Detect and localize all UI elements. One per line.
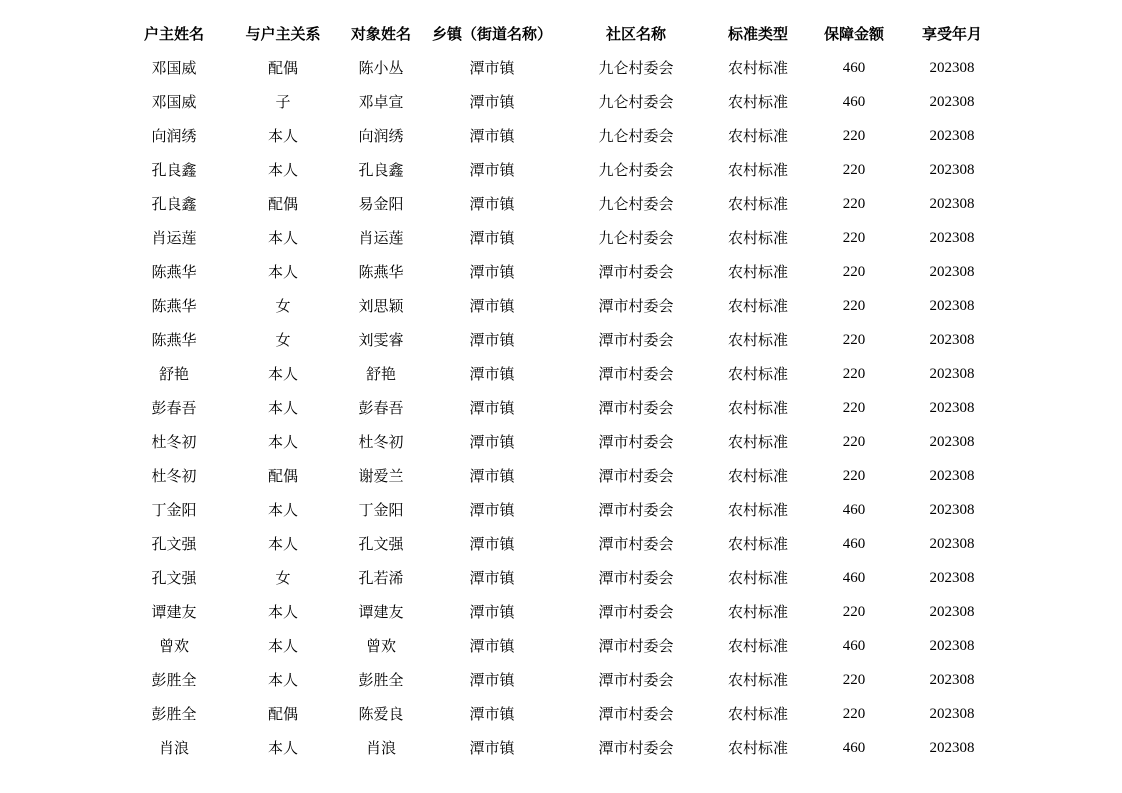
community-cell: 九仑村委会 — [598, 93, 674, 111]
town-cell: 潭市镇 — [469, 263, 515, 281]
standard-type-cell: 农村标准 — [727, 433, 788, 451]
relation-cell: 配偶 — [267, 467, 298, 485]
amount-cell: 460 — [842, 638, 866, 654]
community-cell: 潭市村委会 — [598, 637, 674, 655]
month-cell: 202308 — [929, 94, 975, 110]
header-relation-to-head: 与户主关系 — [245, 25, 321, 43]
standard-type-cell: 农村标准 — [727, 263, 788, 281]
relation-cell: 本人 — [267, 671, 298, 689]
amount-cell: 460 — [842, 570, 866, 586]
community-cell: 九仑村委会 — [598, 195, 674, 213]
town-cell: 潭市镇 — [469, 365, 515, 383]
month-cell: 202308 — [929, 638, 975, 654]
household-head-cell: 孔良鑫 — [151, 195, 197, 213]
community-cell: 九仑村委会 — [598, 161, 674, 179]
recipient-name-cell: 易金阳 — [358, 195, 404, 213]
household-head-cell: 杜冬初 — [151, 433, 197, 451]
household-head-cell: 陈燕华 — [151, 331, 197, 349]
standard-type-cell: 农村标准 — [727, 603, 788, 621]
community-cell: 潭市村委会 — [598, 569, 674, 587]
town-cell: 潭市镇 — [469, 501, 515, 519]
amount-cell: 220 — [842, 366, 866, 382]
household-head-cell: 彭胜全 — [151, 705, 197, 723]
recipient-name-cell: 陈燕华 — [358, 263, 404, 281]
standard-type-cell: 农村标准 — [727, 93, 788, 111]
relation-cell: 本人 — [267, 263, 298, 281]
relation-cell: 本人 — [267, 365, 298, 383]
month-cell: 202308 — [929, 298, 975, 314]
town-cell: 潭市镇 — [469, 331, 515, 349]
standard-type-cell: 农村标准 — [727, 297, 788, 315]
household-head-cell: 孔良鑫 — [151, 161, 197, 179]
recipient-name-cell: 彭春吾 — [358, 399, 404, 417]
household-head-cell: 邓国威 — [151, 59, 197, 77]
household-head-cell: 彭春吾 — [151, 399, 197, 417]
relation-cell: 本人 — [267, 433, 298, 451]
amount-cell: 460 — [842, 94, 866, 110]
town-cell: 潭市镇 — [469, 569, 515, 587]
town-cell: 潭市镇 — [469, 535, 515, 553]
amount-cell: 220 — [842, 468, 866, 484]
household-head-cell: 彭胜全 — [151, 671, 197, 689]
relation-cell: 女 — [275, 297, 291, 315]
amount-cell: 460 — [842, 740, 866, 756]
amount-cell: 220 — [842, 672, 866, 688]
table-row — [122, 289, 1002, 323]
town-cell: 潭市镇 — [469, 229, 515, 247]
recipient-name-cell: 孔若浠 — [358, 569, 404, 587]
recipient-name-cell: 彭胜全 — [358, 671, 404, 689]
month-cell: 202308 — [929, 332, 975, 348]
month-cell: 202308 — [929, 570, 975, 586]
table-row — [122, 153, 1002, 187]
table-row — [122, 493, 1002, 527]
amount-cell: 220 — [842, 162, 866, 178]
household-head-cell: 邓国威 — [151, 93, 197, 111]
community-cell: 潭市村委会 — [598, 671, 674, 689]
header-community-name: 社区名称 — [605, 25, 666, 43]
table-row — [122, 527, 1002, 561]
header-recipient-name: 对象姓名 — [350, 25, 411, 43]
household-head-cell: 舒艳 — [158, 365, 189, 383]
table-row — [122, 85, 1002, 119]
community-cell: 九仑村委会 — [598, 229, 674, 247]
recipient-name-cell: 陈爱良 — [358, 705, 404, 723]
table-row — [122, 459, 1002, 493]
table-row — [122, 595, 1002, 629]
month-cell: 202308 — [929, 604, 975, 620]
recipient-name-cell: 邓卓宣 — [358, 93, 404, 111]
amount-cell: 460 — [842, 502, 866, 518]
household-head-cell: 谭建友 — [151, 603, 197, 621]
table-row — [122, 731, 1002, 765]
standard-type-cell: 农村标准 — [727, 535, 788, 553]
relation-cell: 配偶 — [267, 59, 298, 77]
relation-cell: 女 — [275, 569, 291, 587]
standard-type-cell: 农村标准 — [727, 161, 788, 179]
recipient-name-cell: 孔文强 — [358, 535, 404, 553]
community-cell: 潭市村委会 — [598, 399, 674, 417]
amount-cell: 220 — [842, 706, 866, 722]
amount-cell: 220 — [842, 400, 866, 416]
household-head-cell: 陈燕华 — [151, 263, 197, 281]
recipient-name-cell: 肖运莲 — [358, 229, 404, 247]
town-cell: 潭市镇 — [469, 739, 515, 757]
household-head-cell: 陈燕华 — [151, 297, 197, 315]
town-cell: 潭市镇 — [469, 671, 515, 689]
recipient-name-cell: 谢爱兰 — [358, 467, 404, 485]
relation-cell: 配偶 — [267, 705, 298, 723]
town-cell: 潭市镇 — [469, 467, 515, 485]
month-cell: 202308 — [929, 740, 975, 756]
table-row — [122, 357, 1002, 391]
table-row — [122, 425, 1002, 459]
table-row — [122, 663, 1002, 697]
town-cell: 潭市镇 — [469, 195, 515, 213]
household-head-cell: 丁金阳 — [151, 501, 197, 519]
community-cell: 潭市村委会 — [598, 433, 674, 451]
table-row — [122, 221, 1002, 255]
table-header-row — [122, 17, 1002, 51]
recipient-name-cell: 杜冬初 — [358, 433, 404, 451]
community-cell: 潭市村委会 — [598, 535, 674, 553]
community-cell: 潭市村委会 — [598, 365, 674, 383]
standard-type-cell: 农村标准 — [727, 467, 788, 485]
table-row — [122, 323, 1002, 357]
town-cell: 潭市镇 — [469, 705, 515, 723]
table-row — [122, 51, 1002, 85]
town-cell: 潭市镇 — [469, 297, 515, 315]
town-cell: 潭市镇 — [469, 637, 515, 655]
household-head-cell: 杜冬初 — [151, 467, 197, 485]
town-cell: 潭市镇 — [469, 433, 515, 451]
town-cell: 潭市镇 — [469, 93, 515, 111]
recipient-name-cell: 谭建友 — [358, 603, 404, 621]
standard-type-cell: 农村标准 — [727, 705, 788, 723]
town-cell: 潭市镇 — [469, 59, 515, 77]
community-cell: 潭市村委会 — [598, 331, 674, 349]
month-cell: 202308 — [929, 230, 975, 246]
standard-type-cell: 农村标准 — [727, 229, 788, 247]
month-cell: 202308 — [929, 468, 975, 484]
header-benefit-month: 享受年月 — [921, 25, 982, 43]
recipient-name-cell: 肖浪 — [365, 739, 396, 757]
recipient-name-cell: 刘思颖 — [358, 297, 404, 315]
community-cell: 潭市村委会 — [598, 501, 674, 519]
relation-cell: 本人 — [267, 399, 298, 417]
town-cell: 潭市镇 — [469, 161, 515, 179]
month-cell: 202308 — [929, 706, 975, 722]
amount-cell: 220 — [842, 128, 866, 144]
community-cell: 潭市村委会 — [598, 739, 674, 757]
header-town-street: 乡镇（街道名称） — [431, 25, 552, 43]
household-head-cell: 肖浪 — [158, 739, 189, 757]
recipient-name-cell: 丁金阳 — [358, 501, 404, 519]
standard-type-cell: 农村标准 — [727, 59, 788, 77]
amount-cell: 220 — [842, 230, 866, 246]
recipient-name-cell: 舒艳 — [365, 365, 396, 383]
amount-cell: 460 — [842, 536, 866, 552]
relation-cell: 本人 — [267, 603, 298, 621]
household-head-cell: 孔文强 — [151, 569, 197, 587]
relation-cell: 本人 — [267, 229, 298, 247]
household-head-cell: 孔文强 — [151, 535, 197, 553]
month-cell: 202308 — [929, 162, 975, 178]
amount-cell: 220 — [842, 332, 866, 348]
town-cell: 潭市镇 — [469, 399, 515, 417]
recipient-name-cell: 孔良鑫 — [358, 161, 404, 179]
month-cell: 202308 — [929, 196, 975, 212]
month-cell: 202308 — [929, 672, 975, 688]
household-head-cell: 曾欢 — [158, 637, 189, 655]
standard-type-cell: 农村标准 — [727, 739, 788, 757]
header-benefit-amount: 保障金额 — [823, 25, 884, 43]
standard-type-cell: 农村标准 — [727, 195, 788, 213]
household-head-cell: 向润绣 — [151, 127, 197, 145]
table-row — [122, 187, 1002, 221]
table-row — [122, 119, 1002, 153]
month-cell: 202308 — [929, 502, 975, 518]
month-cell: 202308 — [929, 536, 975, 552]
relation-cell: 子 — [275, 93, 291, 111]
month-cell: 202308 — [929, 264, 975, 280]
standard-type-cell: 农村标准 — [727, 365, 788, 383]
relation-cell: 本人 — [267, 535, 298, 553]
table-body — [122, 51, 1002, 765]
standard-type-cell: 农村标准 — [727, 127, 788, 145]
standard-type-cell: 农村标准 — [727, 501, 788, 519]
town-cell: 潭市镇 — [469, 603, 515, 621]
amount-cell: 220 — [842, 264, 866, 280]
recipient-name-cell: 刘雯睿 — [358, 331, 404, 349]
relation-cell: 本人 — [267, 637, 298, 655]
amount-cell: 220 — [842, 298, 866, 314]
table-row — [122, 629, 1002, 663]
standard-type-cell: 农村标准 — [727, 331, 788, 349]
standard-type-cell: 农村标准 — [727, 569, 788, 587]
month-cell: 202308 — [929, 400, 975, 416]
community-cell: 潭市村委会 — [598, 263, 674, 281]
household-head-cell: 肖运莲 — [151, 229, 197, 247]
amount-cell: 220 — [842, 604, 866, 620]
community-cell: 九仑村委会 — [598, 127, 674, 145]
relation-cell: 配偶 — [267, 195, 298, 213]
amount-cell: 220 — [842, 196, 866, 212]
standard-type-cell: 农村标准 — [727, 671, 788, 689]
community-cell: 潭市村委会 — [598, 705, 674, 723]
relation-cell: 本人 — [267, 501, 298, 519]
relation-cell: 本人 — [267, 739, 298, 757]
beneficiary-table — [122, 17, 1002, 765]
table-row — [122, 391, 1002, 425]
month-cell: 202308 — [929, 434, 975, 450]
community-cell: 九仑村委会 — [598, 59, 674, 77]
recipient-name-cell: 向润绣 — [358, 127, 404, 145]
header-household-head-name: 户主姓名 — [143, 25, 204, 43]
table-row — [122, 255, 1002, 289]
table-row — [122, 561, 1002, 595]
header-standard-type: 标准类型 — [727, 25, 788, 43]
relation-cell: 本人 — [267, 127, 298, 145]
relation-cell: 女 — [275, 331, 291, 349]
relation-cell: 本人 — [267, 161, 298, 179]
month-cell: 202308 — [929, 366, 975, 382]
community-cell: 潭市村委会 — [598, 467, 674, 485]
amount-cell: 220 — [842, 434, 866, 450]
standard-type-cell: 农村标准 — [727, 399, 788, 417]
town-cell: 潭市镇 — [469, 127, 515, 145]
community-cell: 潭市村委会 — [598, 297, 674, 315]
month-cell: 202308 — [929, 128, 975, 144]
month-cell: 202308 — [929, 60, 975, 76]
recipient-name-cell: 曾欢 — [365, 637, 396, 655]
recipient-name-cell: 陈小丛 — [358, 59, 404, 77]
amount-cell: 460 — [842, 60, 866, 76]
table-row — [122, 697, 1002, 731]
standard-type-cell: 农村标准 — [727, 637, 788, 655]
community-cell: 潭市村委会 — [598, 603, 674, 621]
